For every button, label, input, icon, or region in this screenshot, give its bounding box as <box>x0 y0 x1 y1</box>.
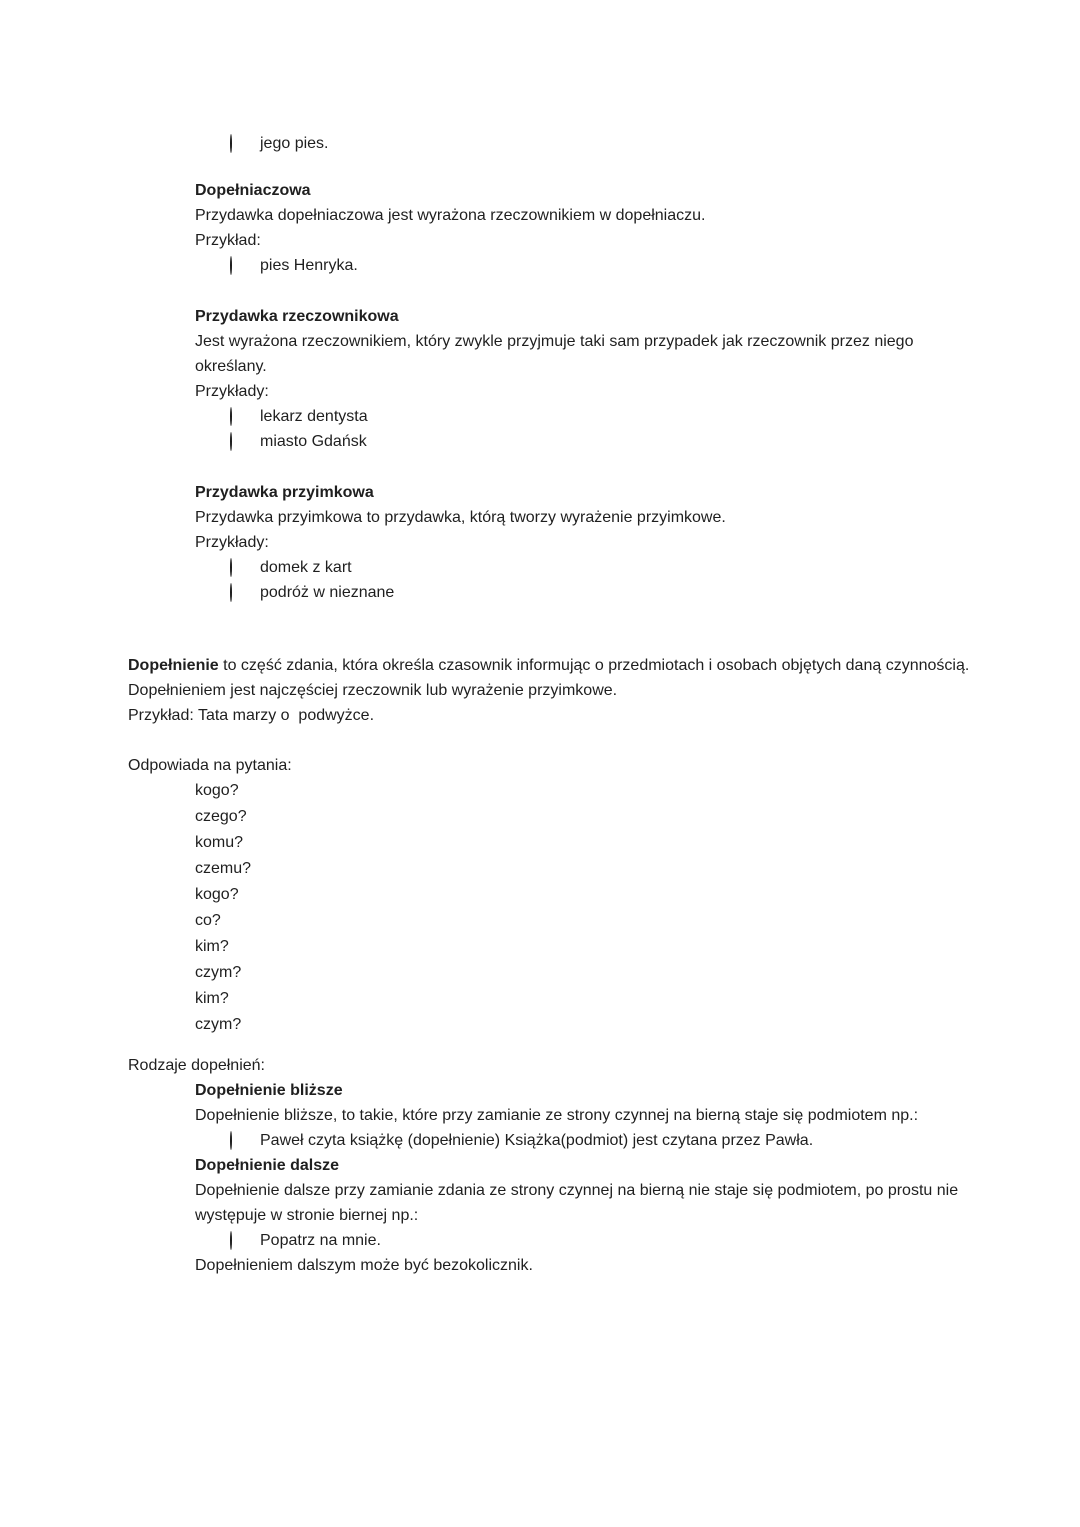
question-item <box>128 882 1010 907</box>
example-text: miasto Gdańsk <box>260 433 367 450</box>
circle-bullet-icon <box>230 1228 260 1253</box>
list-item-example <box>195 429 1010 454</box>
question-text: kim? <box>195 990 229 1007</box>
list-item-example <box>195 404 1010 429</box>
question-text: czego? <box>195 808 247 825</box>
questions-list <box>128 778 1010 1037</box>
examples-label: Przykłady: <box>195 383 269 400</box>
question-text: czemu? <box>195 860 252 877</box>
list-item-indirect-object <box>128 1153 1010 1278</box>
list-item-type-nominal <box>128 304 1010 454</box>
list-item-body <box>195 304 1010 454</box>
question-text: kim? <box>195 938 229 955</box>
question-item <box>128 908 1010 933</box>
list-item-example <box>195 253 1010 278</box>
example-text: pies Henryka. <box>260 257 358 274</box>
circle-bullet-icon <box>230 131 260 156</box>
question-text: komu? <box>195 834 244 851</box>
item-description: Przydawka dopełniaczowa jest wyrażona rzeczownikiem w dopełniaczu. <box>195 207 706 224</box>
list-item-orphan-example <box>128 131 1010 156</box>
list-item-type-genitive <box>128 178 1010 278</box>
list-item-type-prepositional <box>128 480 1010 605</box>
item-title: Dopełnienie bliższe <box>195 1082 343 1099</box>
definition-paragraph <box>128 653 978 703</box>
list-item-example <box>195 555 1010 580</box>
circle-bullet-icon <box>230 555 260 580</box>
list-item-example <box>195 1128 1010 1153</box>
question-text: czym? <box>195 1016 242 1033</box>
item-description: Dopełnienie bliższe, to takie, które przy zamianie ze strony czynnej na bierną staje się podmiotem np.: <box>195 1107 919 1124</box>
list-item-body <box>195 480 1010 605</box>
question-item <box>128 778 1010 803</box>
item-title: Przydawka przyimkowa <box>195 484 374 501</box>
list-item-body <box>195 1153 1010 1278</box>
question-item <box>128 804 1010 829</box>
example-text: jego pies. <box>260 135 329 152</box>
question-item <box>128 960 1010 985</box>
question-text: co? <box>195 912 221 929</box>
question-item <box>128 1012 1010 1037</box>
definition-term: Dopełnienie <box>128 657 219 674</box>
questions-heading: Odpowiada na pytania: <box>128 757 292 774</box>
kinds-heading: Rodzaje dopełnień: <box>128 1057 265 1074</box>
circle-bullet-icon <box>230 253 260 278</box>
list-item-example <box>195 580 1010 605</box>
question-text: czym? <box>195 964 242 981</box>
question-text: kogo? <box>195 886 239 903</box>
examples-label: Przykłady: <box>195 534 269 551</box>
list-item-body <box>195 1078 1010 1153</box>
examples-label: Przykład: <box>195 232 261 249</box>
list-item-example <box>195 1228 1010 1253</box>
question-item <box>128 856 1010 881</box>
item-description: Jest wyrażona rzeczownikiem, który zwykle przyjmuje taki sam przypadek jak rzeczownik przez niego określany. <box>195 333 914 375</box>
example-text: lekarz dentysta <box>260 408 368 425</box>
question-item <box>128 934 1010 959</box>
circle-bullet-icon <box>230 429 260 454</box>
example-text: podróż w nieznane <box>260 584 395 601</box>
item-description: Przydawka przyimkowa to przydawka, którą tworzy wyrażenie przyimkowe. <box>195 509 726 526</box>
item-note: Dopełnieniem dalszym może być bezokolicznik. <box>195 1257 533 1274</box>
item-description: Dopełnienie dalsze przy zamianie zdania ze strony czynnej na bierną nie staje się podmiotem, po prostu nie występuje w stronie biernej np.: <box>195 1182 959 1224</box>
example-text: Popatrz na mnie. <box>260 1232 381 1249</box>
example-text: domek z kart <box>260 559 352 576</box>
item-title: Dopełniaczowa <box>195 182 311 199</box>
question-text: kogo? <box>195 782 239 799</box>
question-item <box>128 986 1010 1011</box>
list-item-body <box>195 178 1010 278</box>
item-title: Przydawka rzeczownikowa <box>195 308 399 325</box>
circle-bullet-icon <box>230 1128 260 1153</box>
definition-example-line: Przykład: Tata marzy o podwyżce. <box>128 707 375 724</box>
example-text: Paweł czyta książkę (dopełnienie) Książka(podmiot) jest czytana przez Pawła. <box>260 1132 814 1149</box>
circle-bullet-icon <box>230 580 260 605</box>
item-title: Dopełnienie dalsze <box>195 1157 340 1174</box>
question-item <box>128 830 1010 855</box>
definition-text: to część zdania, która określa czasownik informując o przedmiotach i osobach objętych daną czynnością. Dopełnieniem jest najczęściej rzeczownik lub wyrażenie przyimkowe. <box>128 657 970 699</box>
circle-bullet-icon <box>230 404 260 429</box>
list-item-direct-object <box>128 1078 1010 1153</box>
